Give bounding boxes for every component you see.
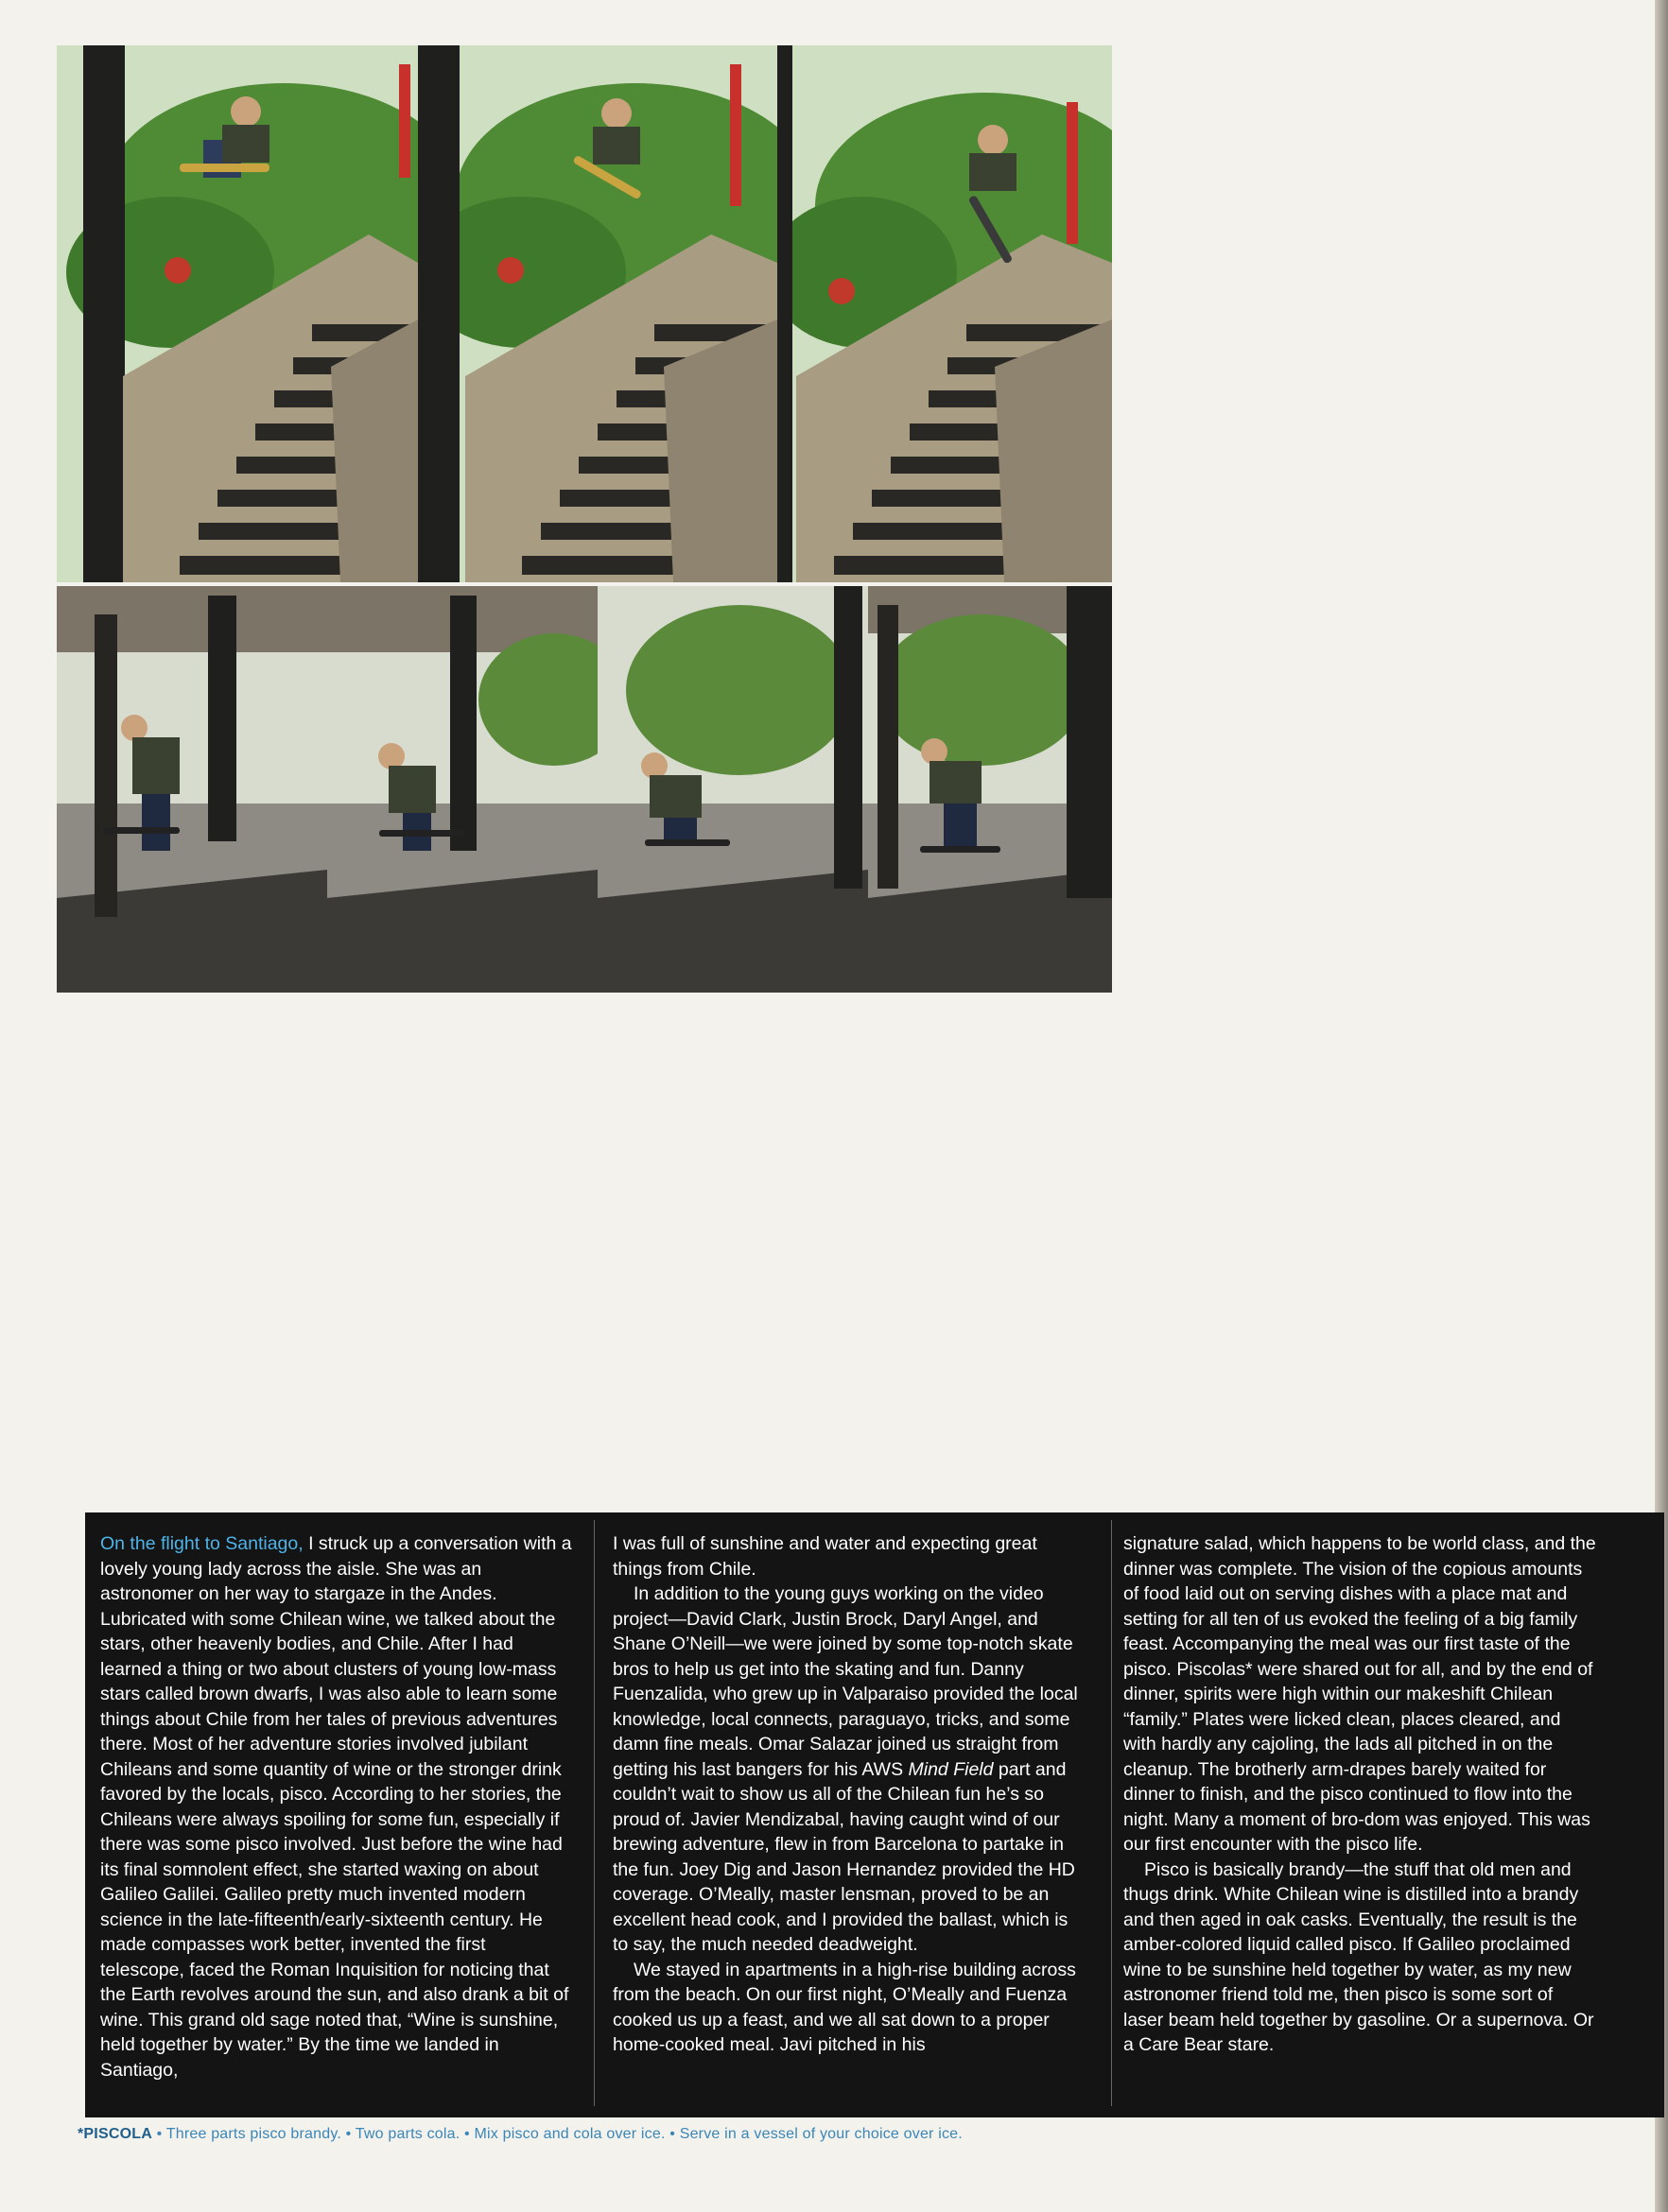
article-column-2 [613, 1531, 1086, 2058]
column-rule-1 [594, 1520, 595, 2106]
photo-manual-frame-1 [57, 586, 327, 993]
article-text: I struck up a conversation with a lovely young lady across the aisle. She was an astronomer on her way to stargaze in the Andes. Lubricated with some Chilean wine, we talked about the stars, other heavenly bodies, and Chile. After I had learned a thing or two about clusters of young low-mass stars called brown dwarfs, I was also able to learn some things about Chile from her tales of previous adventures there. Most of her adventure stories involved jubilant Chileans and some quantity of wine or the stronger drink favored by the locals, pisco. According to her stories, the Chileans were always spoiling for some fun, especially if there was some pisco involved. Just before the wine had its final somnolent effect, she started waxing on about Galileo Galilei. Galileo pretty much invented modern science in the late-fifteenth/early-sixteenth century. He made compasses work better, invented the first telescope, faced the Roman Inquisition for noticing that the Earth revolves around the sun, and also drank a bit of wine. This grand old sage noted that, “Wine is sunshine, held together by water.” By the time we landed in Santiago, [100, 1533, 572, 2081]
footnote-text: • Three parts pisco brandy. • Two parts cola. • Mix pisco and cola over ice. • Serve in a vessel of your choice over ice. [151, 2126, 963, 2142]
article-paragraph: We stayed in apartments in a high-rise building across from the beach. On our first night, O’Meally and Fuenza cooked us up a feast, and we all sat down to a proper home-cooked meal. Javi pitched in his [613, 1959, 1076, 2055]
manual-scene-2 [327, 586, 598, 993]
article-paragraph [613, 1581, 1086, 1958]
photo-manual-frame-2 [327, 586, 598, 993]
photo-manual-frame-4 [868, 586, 1112, 993]
article-paragraph: I was full of sunshine and water and expecting great things from Chile. [613, 1533, 1037, 1580]
rail-ollie-scene-1 [57, 45, 418, 582]
article-lead-in: On the flight to Santiago, [100, 1533, 304, 1554]
rail-ollie-scene-3 [777, 45, 1112, 582]
photo-rail-ollie-frame-1 [57, 45, 418, 582]
piscola-recipe-footnote [78, 2126, 1496, 2143]
article-italic-title: Mind Field [908, 1758, 994, 1780]
footnote-label: *PISCOLA [78, 2126, 152, 2142]
article-column-1 [100, 1531, 573, 2082]
article-paragraph: Pisco is basically brandy—the stuff that old men and thugs drink. White Chilean wine is distilled into a brandy and then aged in oak casks. Eventually, the result is the amber-colored liquid called pisco. If Galileo proclaimed wine to be sunshine held together by water, as my new astronomer friend told me, then pisco is some sort of laser beam held together by gasoline. Or a supernova. Or a Care Bear stare. [1123, 1858, 1594, 2055]
rail-ollie-scene-2 [418, 45, 777, 582]
manual-scene-3 [598, 586, 868, 993]
photo-manual-frame-3 [598, 586, 868, 993]
article-text: In addition to the young guys working on the video project—David Clark, Justin Brock, Daryl Angel, and Shane O’Neill—we were joined by some top-notch skate bros to help us get into the skating and fun. Danny Fuenzalida, who grew up in Valparaiso provided the local knowledge, local connects, paraguayo, tricks, and some damn fine meals. Omar Salazar joined us straight from getting his last bangers for his AWS [613, 1583, 1078, 1780]
column-rule-2 [1111, 1520, 1112, 2106]
article-text: part and couldn’t wait to show us all of the Chilean fun he’s so proud of. Javier Mendizabal, having caught wind of our brewing adventure, flew in from Barcelona to partake in the fun. Joey Dig and Jason Hernandez provided the HD coverage. O’Meally, master lensman, proved to be an excellent head cook, and I provided the ballast, which is to say, the much needed deadweight. [613, 1758, 1075, 1955]
photo-rail-ollie-frame-2 [418, 45, 777, 582]
article-column-3 [1123, 1531, 1596, 2058]
article-paragraph [100, 1531, 573, 2082]
manual-scene-1 [57, 586, 327, 993]
article-paragraph: signature salad, which happens to be world class, and the dinner was complete. The vision of the copious amounts of food laid out on serving dishes with a place mat and setting for all ten of us evoked the feeling of a big family feast. Accompanying the meal was our first taste of the pisco. Piscolas* were shared out for all, and by the end of dinner, spirits were high within our makeshift Chilean “family.” Plates were licked clean, places cleared, and with hardly any cajoling, the lads all pitched in on the cleanup. The brotherly arm-drapes barely waited for dinner to finish, and the pisco continued to flow into the night. Many a moment of bro-dom was enjoyed. This was our first encounter with the pisco life. [1123, 1533, 1596, 1855]
manual-scene-4 [868, 586, 1112, 993]
photo-rail-ollie-frame-3 [777, 45, 1112, 582]
